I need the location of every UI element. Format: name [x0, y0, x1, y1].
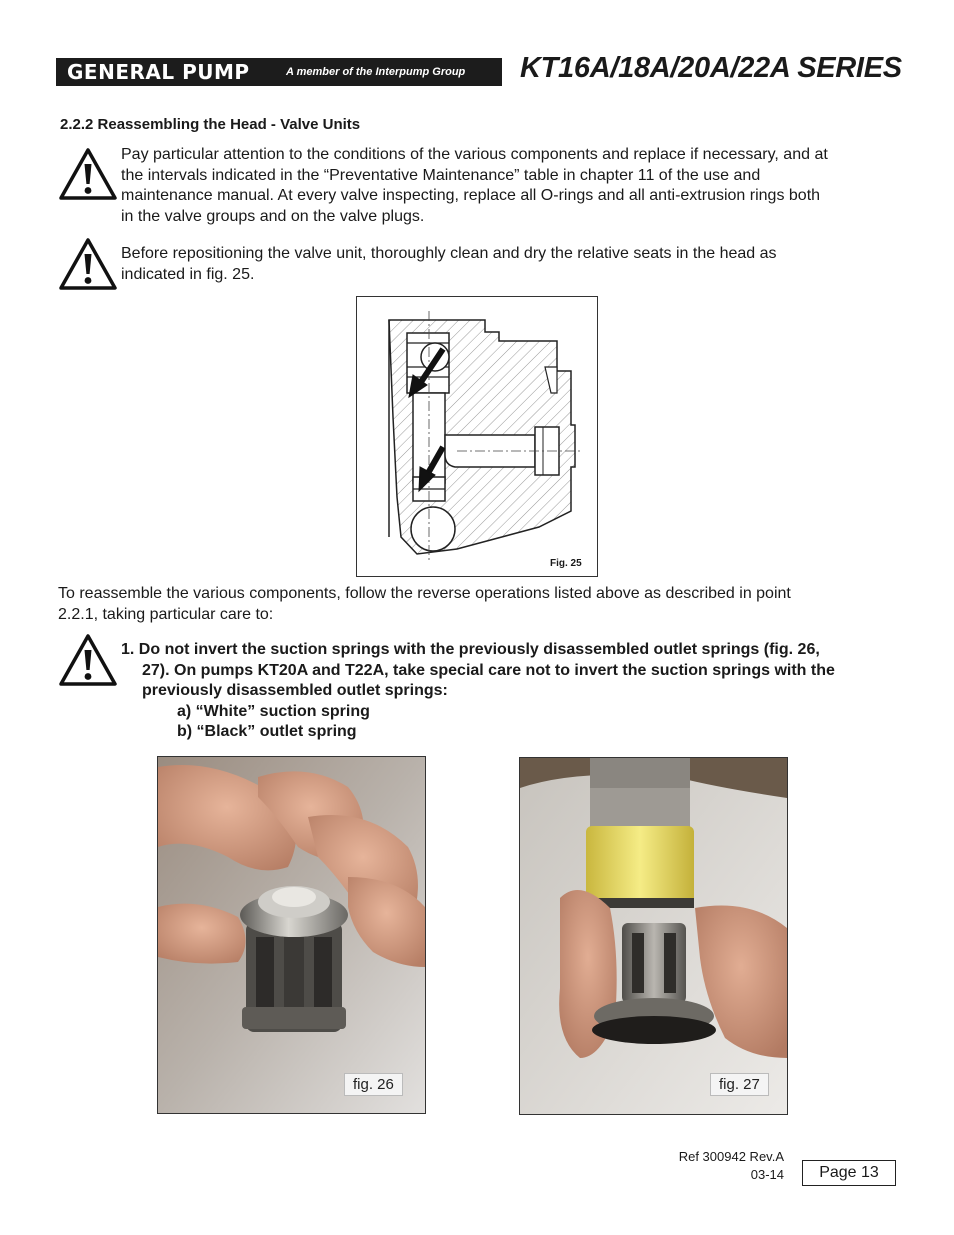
- warning-icon: [57, 236, 119, 292]
- list-item: a) “White” suction spring: [177, 702, 370, 720]
- figure-caption: Fig. 25: [550, 558, 582, 569]
- warning-text-1: [121, 145, 911, 227]
- text-line: maintenance manual. At every valve inspecting, replace all O-rings and all anti-extrusion rings both: [121, 187, 821, 205]
- warning-text-2: [121, 244, 911, 285]
- page-number: Page 13: [802, 1160, 896, 1186]
- brand-name: GENERAL PUMP: [67, 60, 250, 84]
- warning-icon: [57, 632, 119, 688]
- text-line: 27). On pumps KT20A and T22A, take special care not to invert the suction springs with the: [142, 661, 835, 679]
- section-title: 2.2.2 Reassembling the Head - Valve Units: [60, 116, 361, 133]
- text-line: To reassemble the various components, follow the reverse operations listed above as described in point: [58, 585, 791, 602]
- head-cross-section-drawing: [357, 297, 597, 576]
- text-line: 1. Do not invert the suction springs with the previously disassembled outlet springs (fig. 26,: [121, 641, 820, 658]
- figure-27-photo: [519, 757, 788, 1115]
- brand-tagline: A member of the Interpump Group: [286, 66, 466, 78]
- text-line: Pay particular attention to the conditions of the various components and replace if necessary, and at: [121, 146, 828, 163]
- text-line: Before repositioning the valve unit, thoroughly clean and dry the relative seats in the head as: [121, 245, 777, 262]
- text-line: 2.2.1, taking particular care to:: [58, 605, 274, 623]
- text-line: the intervals indicated in the “Preventative Maintenance” table in chapter 11 of the use and: [121, 166, 761, 184]
- valve-insertion-photo: [520, 758, 787, 1114]
- text-line: in the valve groups and on the valve plugs.: [121, 207, 425, 225]
- ref-date: 03-14: [750, 1167, 784, 1182]
- reassembly-text: [58, 584, 918, 625]
- text-line: previously disassembled outlet springs:: [142, 682, 448, 700]
- document-reference: [640, 1148, 784, 1184]
- warning-text-3: [121, 640, 911, 743]
- warning-icon: [57, 146, 119, 202]
- valve-unit-photo: [158, 757, 425, 1113]
- figure-caption: fig. 27: [710, 1073, 769, 1096]
- figure-caption: fig. 26: [344, 1073, 403, 1096]
- brand-bar: [56, 58, 502, 86]
- text-line: indicated in fig. 25.: [121, 265, 255, 283]
- figure-26-photo: [157, 756, 426, 1114]
- list-item: b) “Black” outlet spring: [177, 723, 357, 741]
- ref-number: Ref 300942 Rev.A: [678, 1149, 784, 1164]
- series-title: KT16A/18A/20A/22A SERIES: [520, 52, 902, 84]
- figure-25: [356, 296, 598, 577]
